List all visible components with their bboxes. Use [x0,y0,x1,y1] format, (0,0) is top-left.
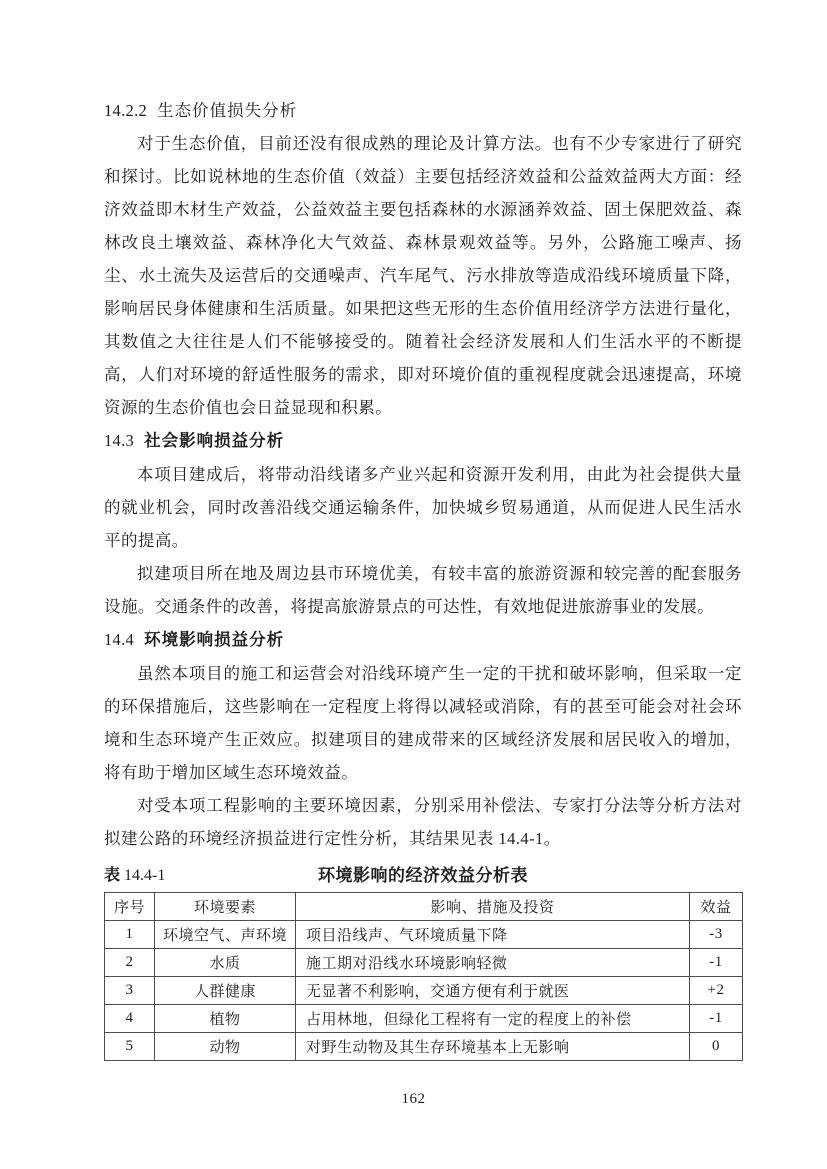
table-header-cell: 影响、措施及投资 [296,893,690,921]
table-cell-no: 5 [105,1033,155,1061]
table-cell-factor: 人群健康 [155,977,296,1005]
table-caption-label [104,863,165,889]
section-heading-14-2-2 [104,94,742,127]
table-cell-factor: 水质 [155,949,296,977]
table-row [105,977,743,1005]
table-cell-no: 4 [105,1005,155,1033]
table-cell-factor: 动物 [155,1033,296,1061]
table-label-number: 14.4-1 [124,867,166,884]
paragraph: 对受本项工程影响的主要环境因素，分别采用补偿法、专家打分法等分析方法对拟建公路的环境经济损益进行定性分析，其结果见表 14.4-1。 [104,796,742,848]
table-cell-factor: 环境空气、声环境 [155,921,296,949]
table-cell-benefit: -1 [690,949,743,977]
heading-number: 14.3 [104,431,135,450]
heading-number: 14.2.2 [104,101,148,120]
table-header-cell: 效益 [690,893,743,921]
paragraph: 虽然本项目的施工和运营会对沿线环境产生一定的干扰和破坏影响，但采取一定的环保措施后，这些影响在一定程度上将得以减轻或消除，有的甚至可能会对社会环境和生态环境产生正效应。拟建项目的建成带来的区域经济发展和居民收入的增加，将有助于增加区域生态环境效益。 [104,664,742,782]
table-cell-benefit: +2 [690,977,743,1005]
table-cell-impact: 项目沿线声、气环境质量下降 [296,921,690,949]
environment-benefit-table [104,892,743,1061]
table-title: 环境影响的经济效益分析表 [318,866,528,885]
table-cell-impact: 对野生动物及其生存环境基本上无影响 [296,1033,690,1061]
section-heading-14-3 [104,424,742,458]
heading-title: 社会影响损益分析 [144,432,285,450]
table-cell-benefit: -1 [690,1005,743,1033]
table-cell-benefit: 0 [690,1033,743,1061]
table-cell-impact: 施工期对沿线水环境影响轻微 [296,949,690,977]
paragraph: 对于生态价值，目前还没有很成熟的理论及计算方法。也有不少专家进行了研究和探讨。比如说林地的生态价值（效益）主要包括经济效益和公益效益两大方面：经济效益即木材生产效益，公益效益主要包括森林的水源涵养效益、固土保肥效益、森林改良土壤效益、森林净化大气效益、森林景观效益等。另外，公路施工噪声、扬尘、水土流失及运营后的交通噪声、汽车尾气、污水排放等造成沿线环境质量下降，影响居民身体健康和生活质量。如果把这些无形的生态价值用经济学方法进行量化，其数值之大往往是人们不能够接受的。随着社会经济发展和人们生活水平的不断提高，人们对环境的舒适性服务的需求，即对环境价值的重视程度就会迅速提高，环境资源的生态价值也会日益显现和积累。 [104,134,742,417]
table-cell-impact: 无显著不利影响，交通方便有利于就医 [296,977,690,1005]
table-label-prefix: 表 [104,867,121,884]
section-heading-14-4 [104,623,742,657]
table-header-cell: 序号 [105,893,155,921]
table-row [105,1005,743,1033]
paragraph: 本项目建成后，将带动沿线诸多产业兴起和资源开发利用，由此为社会提供大量的就业机会，同时改善沿线交通运输条件，加快城乡贸易通道，从而促进人民生活水平的提高。 [104,465,742,550]
table-cell-impact: 占用林地，但绿化工程将有一定的程度上的补偿 [296,1005,690,1033]
table-row [105,921,743,949]
page-number: 162 [401,1091,426,1107]
table-header-cell: 环境要素 [155,893,296,921]
table-cell-no: 3 [105,977,155,1005]
table-row [105,1033,743,1061]
heading-title: 环境影响损益分析 [144,631,285,649]
paragraph: 拟建项目所在地及周边县市环境优美，有较丰富的旅游资源和较完善的配套服务设施。交通条件的改善，将提高旅游景点的可达性，有效地促进旅游事业的发展。 [104,564,742,616]
table-row [105,949,743,977]
heading-title: 生态价值损失分析 [157,101,298,120]
heading-number: 14.4 [104,630,135,649]
table-cell-factor: 植物 [155,1005,296,1033]
table-cell-benefit: -3 [690,921,743,949]
table-cell-no: 2 [105,949,155,977]
table-cell-no: 1 [105,921,155,949]
page-content [104,94,742,1061]
table-caption [104,863,742,889]
table-header-row [105,893,743,921]
